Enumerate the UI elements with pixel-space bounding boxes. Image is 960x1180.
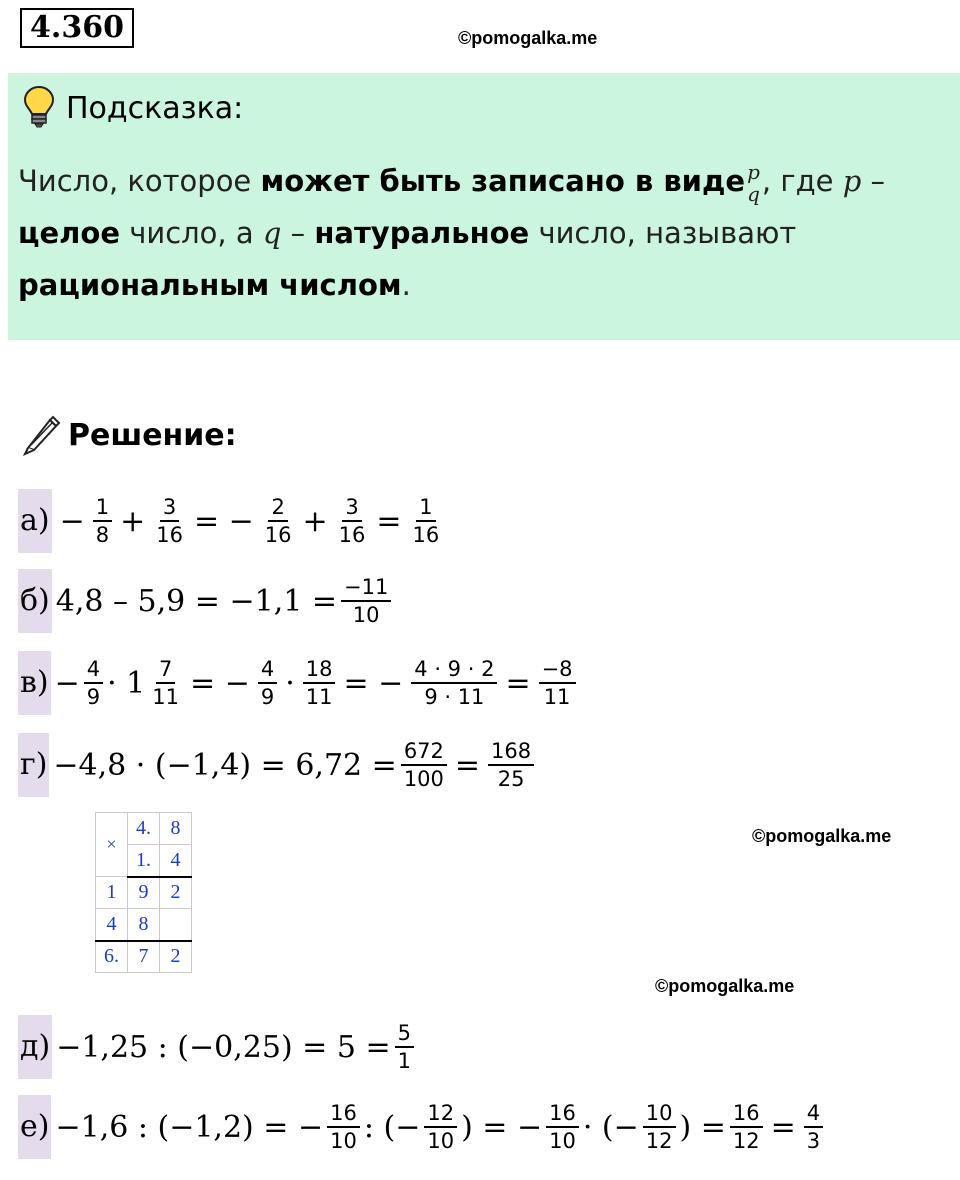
fraction: $\frac{16}{10}$	[546, 1100, 579, 1154]
hint-box	[8, 73, 960, 340]
fraction: $\frac{4 \cdot 9 \cdot 2}{9 \cdot 11}$	[411, 656, 497, 710]
solution-row-a: а) − $\frac{1}{8}$ + $\frac{3}{16}$ = − $\frac{2}{16}$ + $\frac{3}{16}$ = $\frac{1}{16}$	[18, 486, 446, 556]
fraction: $\frac{5}{1}$	[395, 1020, 414, 1074]
lightbulb-icon	[22, 85, 56, 129]
fraction: $\frac{10}{12}$	[643, 1100, 676, 1154]
row-label: а)	[18, 489, 52, 553]
fraction: $\frac{16}{12}$	[730, 1100, 763, 1154]
watermark: ©pomogalka.me	[752, 826, 892, 846]
fraction: $\frac{3}{16}$	[338, 495, 366, 547]
fraction: $\frac{16}{10}$	[327, 1100, 360, 1154]
table-cell: 8	[160, 813, 192, 845]
table-cell: 2	[160, 941, 192, 973]
table-cell: 2	[160, 877, 192, 909]
table-cell	[160, 909, 192, 941]
watermark: ©pomogalka.me	[458, 28, 598, 48]
solution-row-b: б) 4,8 – 5,9 = −1,1 = $\frac{-11}{10}$	[18, 566, 395, 636]
row-label: в)	[18, 651, 51, 715]
fraction: $\frac{4}{9}$	[258, 656, 277, 710]
fraction: $\frac{-8}{11}$	[539, 656, 576, 710]
table-cell: 9	[128, 877, 160, 909]
row-label: г)	[18, 733, 49, 797]
row-label: б)	[18, 569, 52, 633]
hint-title: Подсказка:	[66, 91, 244, 126]
fraction: $\frac{1}{8}$	[93, 494, 112, 548]
fraction: $\frac{4}{9}$	[84, 656, 103, 710]
row-label: е)	[18, 1095, 51, 1159]
hint-text: Число, которое может быть записано в виде p q , где p – целое число, а q – натуральное число, называют рациональным числом.	[18, 160, 885, 302]
pencil-icon	[20, 412, 64, 456]
task-number: 4.360	[20, 8, 134, 48]
table-cell: 4	[96, 909, 128, 941]
fraction: $\frac{7}{11}$	[152, 657, 180, 709]
table-cell: 1.	[128, 845, 160, 877]
solution-row-g: г) −4,8 · (−1,4) = 6,72 = $\frac{672}{100}$ = $\frac{168}{25}$	[18, 730, 538, 800]
row-label: д)	[18, 1015, 52, 1079]
table-cell: 4	[160, 845, 192, 877]
fraction: $\frac{1}{16}$	[412, 495, 440, 547]
multiplication-table	[95, 812, 192, 973]
fraction: $\frac{3}{16}$	[156, 495, 183, 547]
solution-row-e: е) −1,6 : (−1,2) = − $\frac{16}{10}$ : (− $\frac{12}{10}$ ) = − $\frac{16}{10}$ · (− $\frac{10}{12}$ ) = $\frac{16}{12}$ = $\frac{4}{3}$	[18, 1092, 827, 1162]
fraction: $\frac{2}{16}$	[264, 495, 292, 547]
watermark: ©pomogalka.me	[655, 976, 795, 996]
solution-row-d: д) −1,25 : (−0,25) = 5 = $\frac{5}{1}$	[18, 1012, 418, 1082]
table-cell: 7	[128, 941, 160, 973]
solution-title: Решение:	[68, 418, 237, 453]
fraction: $\frac{18}{11}$	[303, 656, 336, 710]
table-cell: 8	[128, 909, 160, 941]
table-cell: 4.	[128, 813, 160, 845]
multiply-sign: ×	[96, 813, 128, 877]
table-cell: 1	[96, 877, 128, 909]
fraction: $\frac{-11}{10}$	[341, 574, 391, 628]
fraction: $\frac{4}{3}$	[804, 1100, 823, 1154]
fraction: $\frac{168}{25}$	[488, 738, 534, 792]
table-cell: 6.	[96, 941, 128, 973]
fraction: $\frac{672}{100}$	[401, 738, 447, 792]
solution-row-v: в) − $\frac{4}{9}$ · 1 $\frac{7}{11}$ = − $\frac{4}{9}$ · $\frac{18}{11}$ = − $\frac{4 \cdot 9 \cdot 2}{9 \cdot 11}$ = $\frac{-8}{11}$	[18, 648, 580, 718]
fraction: $\frac{12}{10}$	[424, 1100, 457, 1154]
hint-fraction: p q	[747, 160, 760, 206]
